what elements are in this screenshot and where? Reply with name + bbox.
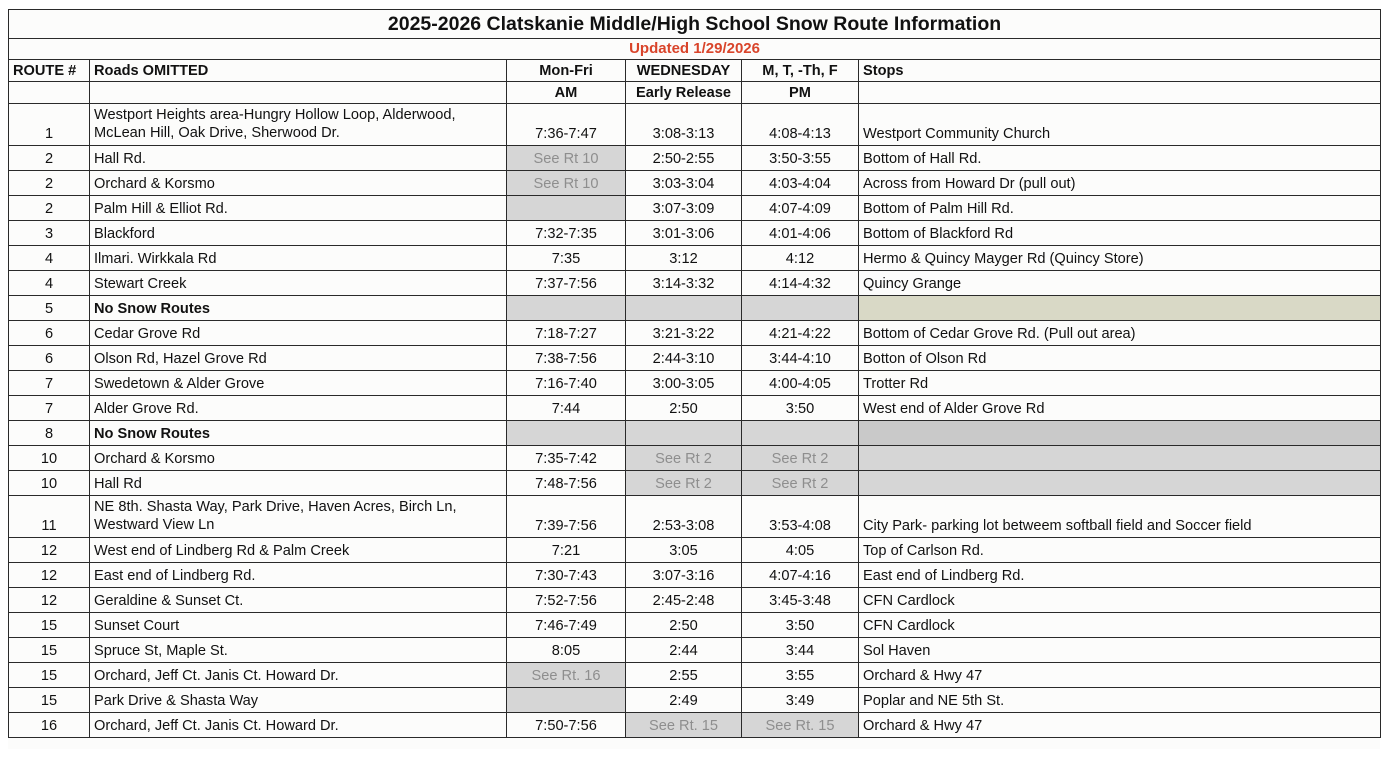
am-time: 7:44: [507, 396, 626, 421]
wednesday-time: [626, 296, 742, 321]
roads-omitted: Alder Grove Rd.: [90, 396, 507, 421]
am-time: 7:35-7:42: [507, 446, 626, 471]
pm-time: 4:03-4:04: [742, 171, 859, 196]
pm-time: 3:53-4:08: [742, 496, 859, 538]
roads-omitted: Geraldine & Sunset Ct.: [90, 588, 507, 613]
am-time: 7:16-7:40: [507, 371, 626, 396]
pm-time: See Rt 2: [742, 446, 859, 471]
pm-time: 4:21-4:22: [742, 321, 859, 346]
wednesday-time: 3:05: [626, 538, 742, 563]
pm-time: [742, 421, 859, 446]
route-number: 12: [9, 588, 90, 613]
table-row: [9, 663, 1381, 688]
table-row: [9, 246, 1381, 271]
table-row: [9, 713, 1381, 738]
roads-omitted-line: Westport Heights area-Hungry Hollow Loop, Alderwood,: [94, 107, 456, 123]
table-row: [9, 638, 1381, 663]
am-time: 7:35: [507, 246, 626, 271]
stop-location: Bottom of Hall Rd.: [859, 146, 1381, 171]
route-number: 2: [9, 146, 90, 171]
pm-time: [742, 296, 859, 321]
wednesday-time: 3:07-3:16: [626, 563, 742, 588]
stop-location: East end of Lindberg Rd.: [859, 563, 1381, 588]
route-number: 12: [9, 563, 90, 588]
route-number: 4: [9, 246, 90, 271]
header-route-blank: [9, 82, 90, 104]
table-row: [9, 588, 1381, 613]
table-row: [9, 196, 1381, 221]
pm-time: 3:55: [742, 663, 859, 688]
route-number: 10: [9, 471, 90, 496]
table-row: [9, 346, 1381, 371]
pm-time: See Rt 2: [742, 471, 859, 496]
route-number: 16: [9, 713, 90, 738]
pm-time: 4:14-4:32: [742, 271, 859, 296]
table-row: [9, 396, 1381, 421]
roads-omitted: Hall Rd.: [90, 146, 507, 171]
table-row: [9, 221, 1381, 246]
roads-omitted: Ilmari. Wirkkala Rd: [90, 246, 507, 271]
stop-location: Quincy Grange: [859, 271, 1381, 296]
table-row: [9, 446, 1381, 471]
header-roads-blank: [90, 82, 507, 104]
wednesday-time: 2:53-3:08: [626, 496, 742, 538]
roads-omitted: No Snow Routes: [90, 421, 507, 446]
am-time: 7:32-7:35: [507, 221, 626, 246]
roads-omitted: East end of Lindberg Rd.: [90, 563, 507, 588]
stop-location: [859, 471, 1381, 496]
am-time: 7:18-7:27: [507, 321, 626, 346]
route-number: 5: [9, 296, 90, 321]
table-row: [9, 538, 1381, 563]
snow-route-document: [8, 9, 1380, 749]
roads-omitted: Sunset Court: [90, 613, 507, 638]
am-time: 8:05: [507, 638, 626, 663]
route-number: 6: [9, 321, 90, 346]
am-time: 7:30-7:43: [507, 563, 626, 588]
table-row: [9, 104, 1381, 146]
route-number: 8: [9, 421, 90, 446]
table-row: [9, 146, 1381, 171]
table-row: [9, 688, 1381, 713]
wednesday-time: 3:21-3:22: [626, 321, 742, 346]
stop-location: Westport Community Church: [859, 104, 1381, 146]
roads-omitted: Swedetown & Alder Grove: [90, 371, 507, 396]
roads-omitted: Olson Rd, Hazel Grove Rd: [90, 346, 507, 371]
roads-omitted-line: Westward View Ln: [94, 517, 215, 533]
roads-omitted: Cedar Grove Rd: [90, 321, 507, 346]
am-time: See Rt 10: [507, 146, 626, 171]
stop-location: [859, 296, 1381, 321]
route-number: 7: [9, 371, 90, 396]
stop-location: Trotter Rd: [859, 371, 1381, 396]
stop-location: Across from Howard Dr (pull out): [859, 171, 1381, 196]
am-time: 7:21: [507, 538, 626, 563]
route-number: 2: [9, 196, 90, 221]
roads-omitted: Orchard & Korsmo: [90, 446, 507, 471]
document-title: 2025-2026 Clatskanie Middle/High School Snow Route Information: [9, 10, 1381, 39]
pm-time: 3:49: [742, 688, 859, 713]
roads-omitted: [90, 104, 507, 146]
am-time: See Rt. 16: [507, 663, 626, 688]
pm-time: 4:00-4:05: [742, 371, 859, 396]
pm-time: 4:07-4:16: [742, 563, 859, 588]
header-route: ROUTE #: [9, 60, 90, 82]
pm-time: See Rt. 15: [742, 713, 859, 738]
pm-time: 3:45-3:48: [742, 588, 859, 613]
wednesday-time: 2:45-2:48: [626, 588, 742, 613]
roads-omitted: Orchard, Jeff Ct. Janis Ct. Howard Dr.: [90, 713, 507, 738]
route-number: 6: [9, 346, 90, 371]
wednesday-time: 2:49: [626, 688, 742, 713]
roads-omitted: Palm Hill & Elliot Rd.: [90, 196, 507, 221]
roads-omitted-line: McLean Hill, Oak Drive, Sherwood Dr.: [94, 125, 340, 141]
pm-time: 3:50: [742, 396, 859, 421]
stop-location: [859, 446, 1381, 471]
am-time: 7:39-7:56: [507, 496, 626, 538]
wednesday-time: 2:50-2:55: [626, 146, 742, 171]
stop-location: Sol Haven: [859, 638, 1381, 663]
route-number: 12: [9, 538, 90, 563]
stop-location: Poplar and NE 5th St.: [859, 688, 1381, 713]
stop-location: Bottom of Cedar Grove Rd. (Pull out area): [859, 321, 1381, 346]
header-monfri: Mon-Fri: [507, 60, 626, 82]
updated-date: Updated 1/29/2026: [9, 39, 1381, 60]
header-am: AM: [507, 82, 626, 104]
table-row: [9, 371, 1381, 396]
wednesday-time: See Rt. 15: [626, 713, 742, 738]
table-row: [9, 171, 1381, 196]
roads-omitted-line: NE 8th. Shasta Way, Park Drive, Haven Acres, Birch Ln,: [94, 499, 457, 515]
stop-location: Top of Carlson Rd.: [859, 538, 1381, 563]
route-number: 7: [9, 396, 90, 421]
pm-time: 4:08-4:13: [742, 104, 859, 146]
pm-time: 4:01-4:06: [742, 221, 859, 246]
header-wednesday: WEDNESDAY: [626, 60, 742, 82]
wednesday-time: 3:00-3:05: [626, 371, 742, 396]
snow-route-table: [8, 9, 1381, 738]
pm-time: 4:12: [742, 246, 859, 271]
route-number: 2: [9, 171, 90, 196]
wednesday-time: 2:50: [626, 613, 742, 638]
route-number: 15: [9, 638, 90, 663]
header-stops-blank: [859, 82, 1381, 104]
wednesday-time: 3:14-3:32: [626, 271, 742, 296]
roads-omitted: Orchard, Jeff Ct. Janis Ct. Howard Dr.: [90, 663, 507, 688]
am-time: 7:36-7:47: [507, 104, 626, 146]
table-row: [9, 271, 1381, 296]
roads-omitted: Stewart Creek: [90, 271, 507, 296]
pm-time: 3:44-4:10: [742, 346, 859, 371]
table-row: [9, 563, 1381, 588]
table-row: [9, 471, 1381, 496]
stop-location: Orchard & Hwy 47: [859, 663, 1381, 688]
roads-omitted: Blackford: [90, 221, 507, 246]
am-time: [507, 421, 626, 446]
route-number: 3: [9, 221, 90, 246]
header-pm: PM: [742, 82, 859, 104]
table-row: [9, 296, 1381, 321]
wednesday-time: 2:44: [626, 638, 742, 663]
stop-location: Hermo & Quincy Mayger Rd (Quincy Store): [859, 246, 1381, 271]
route-number: 10: [9, 446, 90, 471]
route-number: 15: [9, 663, 90, 688]
stop-location: Botton of Olson Rd: [859, 346, 1381, 371]
roads-omitted: Hall Rd: [90, 471, 507, 496]
stop-location: [859, 421, 1381, 446]
roads-omitted: West end of Lindberg Rd & Palm Creek: [90, 538, 507, 563]
roads-omitted: Orchard & Korsmo: [90, 171, 507, 196]
am-time: [507, 688, 626, 713]
wednesday-time: 2:55: [626, 663, 742, 688]
roads-omitted: Park Drive & Shasta Way: [90, 688, 507, 713]
am-time: 7:52-7:56: [507, 588, 626, 613]
roads-omitted: [90, 496, 507, 538]
wednesday-time: 2:50: [626, 396, 742, 421]
route-number: 11: [9, 496, 90, 538]
stop-location: CFN Cardlock: [859, 588, 1381, 613]
wednesday-time: 2:44-3:10: [626, 346, 742, 371]
table-row: [9, 496, 1381, 538]
stop-location: Bottom of Palm Hill Rd.: [859, 196, 1381, 221]
roads-omitted: No Snow Routes: [90, 296, 507, 321]
am-time: [507, 196, 626, 221]
header-roads: Roads OMITTED: [90, 60, 507, 82]
wednesday-time: 3:08-3:13: [626, 104, 742, 146]
table-row: [9, 613, 1381, 638]
wednesday-time: 3:12: [626, 246, 742, 271]
am-time: 7:37-7:56: [507, 271, 626, 296]
wednesday-time: 3:03-3:04: [626, 171, 742, 196]
route-number: 15: [9, 613, 90, 638]
route-number: 4: [9, 271, 90, 296]
wednesday-time: See Rt 2: [626, 471, 742, 496]
am-time: 7:46-7:49: [507, 613, 626, 638]
pm-time: 3:50: [742, 613, 859, 638]
table-row: [9, 321, 1381, 346]
header-mtthf: M, T, -Th, F: [742, 60, 859, 82]
stop-location: Bottom of Blackford Rd: [859, 221, 1381, 246]
stop-location: CFN Cardlock: [859, 613, 1381, 638]
wednesday-time: [626, 421, 742, 446]
am-time: 7:50-7:56: [507, 713, 626, 738]
stop-location: City Park- parking lot betweem softball field and Soccer field: [859, 496, 1381, 538]
stop-location: Orchard & Hwy 47: [859, 713, 1381, 738]
header-early-release: Early Release: [626, 82, 742, 104]
stop-location: West end of Alder Grove Rd: [859, 396, 1381, 421]
pm-time: 4:07-4:09: [742, 196, 859, 221]
am-time: 7:38-7:56: [507, 346, 626, 371]
pm-time: 4:05: [742, 538, 859, 563]
wednesday-time: See Rt 2: [626, 446, 742, 471]
pm-time: 3:50-3:55: [742, 146, 859, 171]
am-time: 7:48-7:56: [507, 471, 626, 496]
table-row: [9, 421, 1381, 446]
route-number: 1: [9, 104, 90, 146]
wednesday-time: 3:07-3:09: [626, 196, 742, 221]
wednesday-time: 3:01-3:06: [626, 221, 742, 246]
am-time: [507, 296, 626, 321]
am-time: See Rt 10: [507, 171, 626, 196]
route-number: 15: [9, 688, 90, 713]
pm-time: 3:44: [742, 638, 859, 663]
header-stops: Stops: [859, 60, 1381, 82]
roads-omitted: Spruce St, Maple St.: [90, 638, 507, 663]
